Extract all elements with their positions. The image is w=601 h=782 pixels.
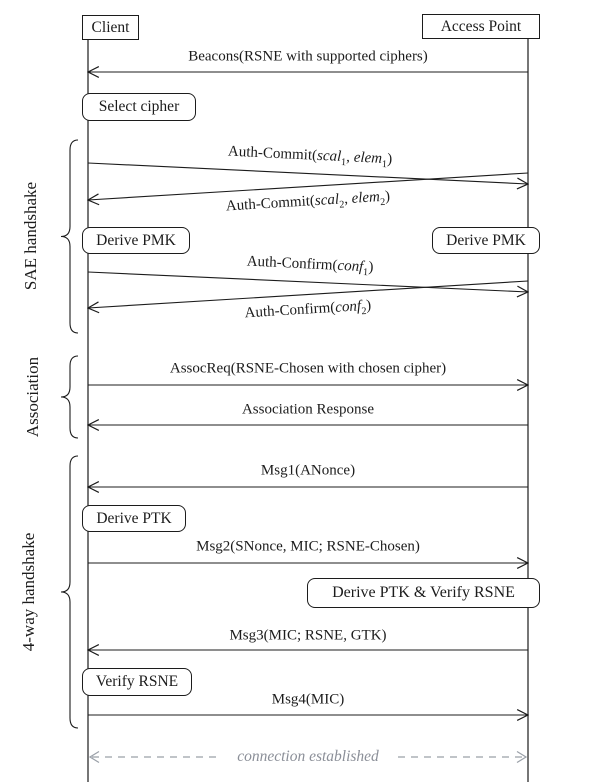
auth-commit-1-prefix: Auth-Commit( [227, 143, 318, 164]
auth-commit-1-arg2: elem [353, 149, 383, 167]
derive-pmk-ap-box [432, 227, 540, 254]
association-label: Association [23, 356, 42, 438]
beacons-label: Beacons(RSNE with supported ciphers) [188, 48, 428, 65]
four-way-handshake-label: 4-way handshake [19, 532, 38, 652]
verify-rsne-label: Verify RSNE [95, 673, 179, 690]
auth-commit-2-suffix: ) [384, 188, 391, 205]
client-label: Client [91, 19, 130, 36]
msg2-label: Msg2(SNonce, MIC; RSNE-Chosen) [196, 538, 420, 555]
auth-commit-1-sub1: 1 [340, 156, 347, 169]
auth-commit-2-sub2: 2 [379, 196, 386, 209]
access-point-label: Access Point [440, 18, 522, 35]
msg4-label: Msg4(MIC) [271, 691, 345, 708]
assoc-req-label: AssocReq(RSNE-Chosen with chosen cipher) [169, 360, 447, 377]
derive-ptk-verify-rsne-box [307, 578, 540, 608]
association-brace [61, 356, 78, 438]
derive-pmk-ap-label: Derive PMK [446, 232, 526, 249]
msg3-label: Msg3(MIC; RSNE, GTK) [229, 627, 387, 644]
auth-commit-2-prefix: Auth-Commit( [225, 193, 316, 215]
sae-handshake-label: SAE handshake [21, 181, 40, 291]
verify-rsne-box [82, 668, 192, 696]
sae-handshake-brace [61, 140, 78, 333]
auth-commit-1-sub2: 1 [381, 158, 388, 171]
access-point-box [422, 14, 540, 39]
auth-commit-2-sep: , [343, 190, 353, 208]
derive-ptk-label: Derive PTK [96, 510, 172, 527]
auth-confirm-2-sub1: 2 [361, 305, 367, 318]
connection-established-label: connection established [231, 748, 385, 766]
auth-confirm-2-arg1: conf [334, 298, 362, 316]
auth-commit-1-suffix: ) [386, 151, 393, 168]
auth-confirm-1-suffix: ) [367, 259, 374, 276]
select-cipher-box [82, 93, 196, 121]
auth-commit-1-sep: , [345, 149, 355, 166]
auth-confirm-1-sub1: 1 [362, 267, 369, 279]
auth-commit-2-arg2: elem [351, 189, 381, 207]
auth-commit-1-arg1: scal [316, 147, 342, 165]
derive-ptk-verify-rsne-label: Derive PTK & Verify RSNE [332, 584, 515, 601]
auth-commit-2-arg1: scal [314, 191, 340, 210]
select-cipher-label: Select cipher [98, 98, 180, 115]
auth-confirm-2-prefix: Auth-Confirm( [244, 299, 336, 322]
auth-confirm-2-suffix: ) [365, 297, 372, 314]
derive-pmk-client-box [82, 227, 190, 254]
auth-commit-2-sub1: 2 [339, 199, 345, 211]
auth-confirm-1-arg1: conf [337, 257, 364, 276]
client-box [82, 15, 139, 40]
derive-pmk-client-label: Derive PMK [96, 232, 176, 249]
assoc-resp-label: Association Response [241, 401, 375, 418]
derive-ptk-box [82, 505, 186, 532]
four-way-handshake-brace [61, 456, 78, 728]
auth-confirm-1-prefix: Auth-Confirm( [246, 253, 338, 274]
msg1-label: Msg1(ANonce) [260, 462, 356, 479]
